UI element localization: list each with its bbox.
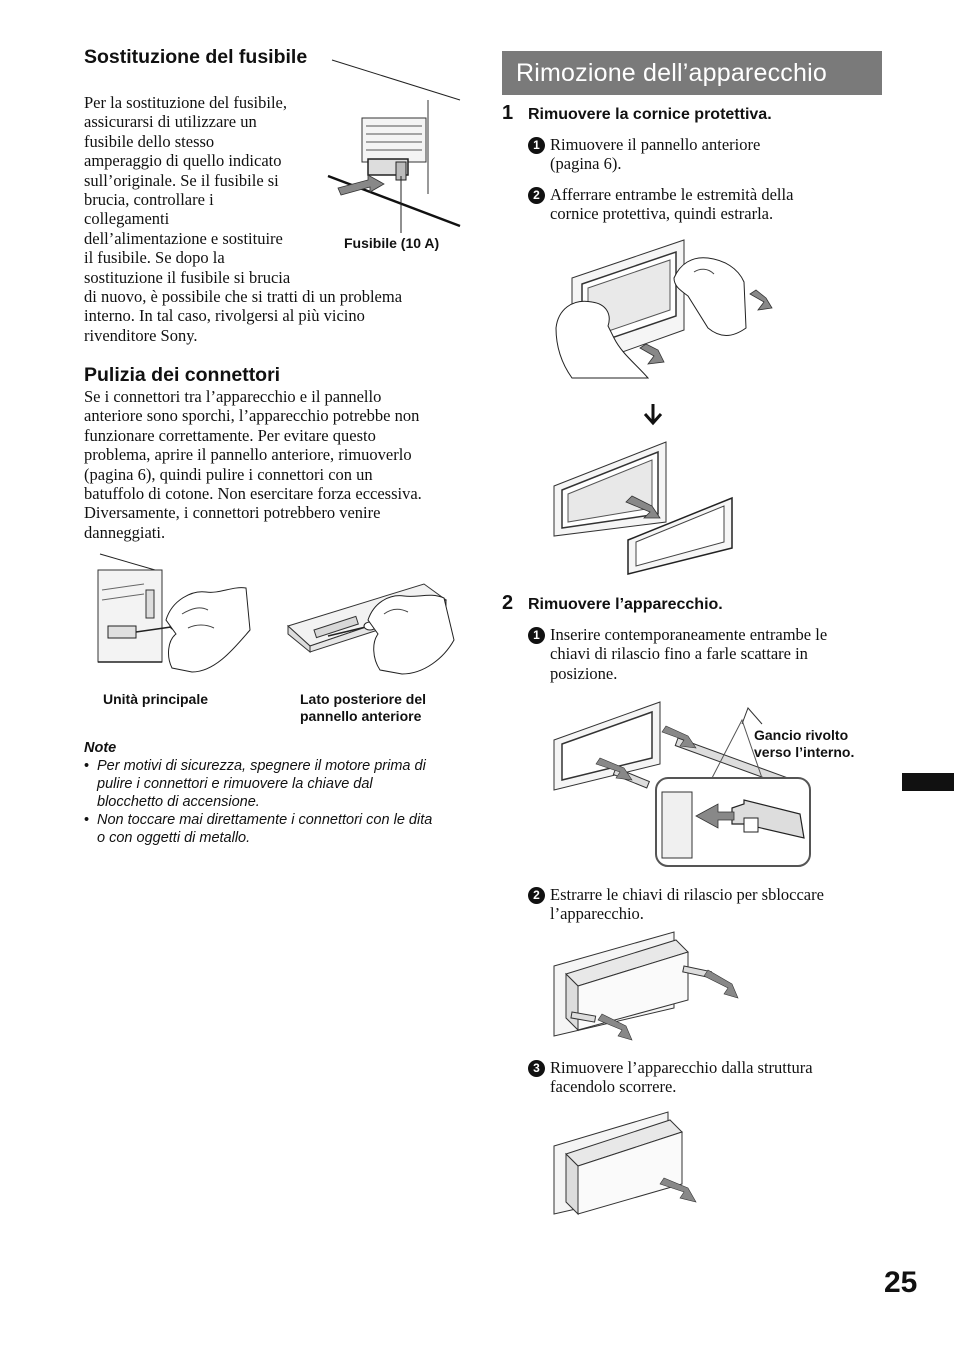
fuse-title: Sostituzione del fusibile: [84, 46, 308, 68]
fuse-line: dell’alimentazione e sostituire: [84, 228, 283, 248]
connectors-line: problema, aprire il pannello anteriore, rimuoverlo: [84, 445, 412, 465]
label-back-panel-line: Lato posteriore del: [300, 691, 427, 707]
label-back-panel-line: pannello anteriore: [300, 708, 422, 724]
note-item: [84, 757, 469, 811]
section-banner: [502, 51, 882, 95]
note-line: • Per motivi di sicurezza, spegnere il motore prima di: [97, 758, 426, 774]
connectors-title: Pulizia dei connettori: [84, 364, 281, 386]
fuse-section-title: [84, 47, 324, 68]
page-number: 25: [884, 1266, 918, 1299]
fuse-line: amperaggio di quello indicato: [84, 151, 282, 171]
fuse-line: collegamenti: [84, 209, 170, 229]
label-back-panel: [300, 691, 426, 725]
connectors-line: anteriore sono sporchi, l’apparecchio potrebbe non: [84, 406, 420, 426]
connectors-line: batuffolo di cotone. Non esercitare forza eccessiva.: [84, 484, 422, 504]
slide-unit-illustration: [552, 1110, 702, 1218]
note-item: [84, 811, 469, 847]
hook-label-line: verso l’interno.: [754, 744, 855, 760]
arrow-down-icon: [642, 402, 664, 426]
step-2a: [528, 625, 888, 683]
substep-line: facendolo scorrere.: [550, 1077, 677, 1097]
fuse-line: il fusibile. Se dopo la: [84, 248, 225, 268]
note-line: o con oggetti di metallo.: [97, 830, 251, 846]
main-unit-cleaning-illustration: [96, 550, 252, 675]
step-2b: [528, 885, 888, 924]
connectors-section-title: [84, 365, 464, 386]
note-line: blocchetto di accensione.: [97, 794, 260, 810]
step-2-title: Rimuovere l’apparecchio.: [528, 596, 723, 613]
note-line: pulire i connettori e rimuovere la chiave dal: [97, 776, 373, 792]
grab-frame-illustration: [552, 238, 778, 380]
substep-line: posizione.: [550, 663, 618, 683]
step-1a: [528, 135, 878, 174]
fuse-line: Per la sostituzione del fusibile,: [84, 93, 288, 112]
substep-number: 2: [528, 187, 545, 204]
connectors-line: danneggiati.: [84, 522, 166, 542]
connectors-line: Se i connettori tra l’apparecchio e il pannello: [84, 387, 382, 406]
hook-label-line: Gancio rivolto: [754, 727, 849, 743]
banner-title: Rimozione dell’apparecchio: [516, 59, 827, 87]
substep-number: 1: [528, 137, 545, 154]
label-main-unit: Unità principale: [103, 691, 209, 707]
fuse-line: brucia, controllare i: [84, 190, 214, 210]
fuse-label: Fusibile (10 A): [344, 235, 440, 251]
substep-line: cornice protettiva, quindi estrarla.: [550, 204, 774, 224]
fuse-line: assicurarsi di utilizzare un: [84, 112, 257, 132]
note-line: • Non toccare mai direttamente i connettori con le dita: [97, 812, 433, 828]
substep-line: Rimuovere l’apparecchio dalla struttura: [550, 1058, 813, 1077]
fuse-line: sull’originale. Se il fusibile si: [84, 170, 279, 190]
substep-number: 1: [528, 627, 545, 644]
substep-line: Rimuovere il pannello anteriore: [550, 135, 761, 154]
notes-box: [84, 739, 469, 847]
step-1-number: 1: [502, 102, 514, 124]
frame-removed-illustration: [550, 440, 740, 578]
connectors-line: (pagina 6), quindi pulire i connettori con un: [84, 464, 373, 484]
substep-line: (pagina 6).: [550, 154, 622, 174]
substep-line: chiavi di rilascio fino a farle scattare in: [550, 644, 808, 664]
back-panel-cleaning-illustration: [284, 580, 464, 678]
substep-line: l’apparecchio.: [550, 904, 644, 924]
substep-line: Estrarre le chiavi di rilascio per sbloccare: [550, 885, 824, 904]
release-keys-illustration: [552, 700, 814, 870]
fuse-line: sostituzione il fusibile si brucia: [84, 267, 291, 287]
pull-keys-illustration: [552, 930, 742, 1040]
substep-line: Inserire contemporaneamente entrambe le: [550, 625, 828, 644]
fuse-illustration: [328, 58, 463, 233]
notes-heading: Note: [84, 740, 117, 756]
section-tab-marker: [902, 773, 954, 791]
substep-number: 3: [528, 1060, 545, 1077]
substep-number: 2: [528, 887, 545, 904]
connectors-body: [84, 387, 464, 542]
hook-label: [754, 727, 854, 761]
notes-list: [84, 757, 469, 847]
step-1b: [528, 185, 878, 224]
step-2c: [528, 1058, 888, 1097]
fuse-line: di nuovo, è possibile che si tratti di un problema: [84, 287, 403, 307]
step-2-number: 2: [502, 592, 514, 614]
step-1-title: Rimuovere la cornice protettiva.: [528, 106, 772, 123]
connectors-line: Diversamente, i connettori potrebbero venire: [84, 503, 381, 523]
fuse-line: interno. In tal caso, rivolgersi al più vicino: [84, 306, 365, 326]
fuse-line: fusibile dello stesso: [84, 131, 215, 151]
connectors-line: funzionare correttamente. Per evitare questo: [84, 425, 376, 445]
substep-line: Afferrare entrambe le estremità della: [550, 185, 794, 204]
fuse-line: rivenditore Sony.: [84, 325, 198, 345]
